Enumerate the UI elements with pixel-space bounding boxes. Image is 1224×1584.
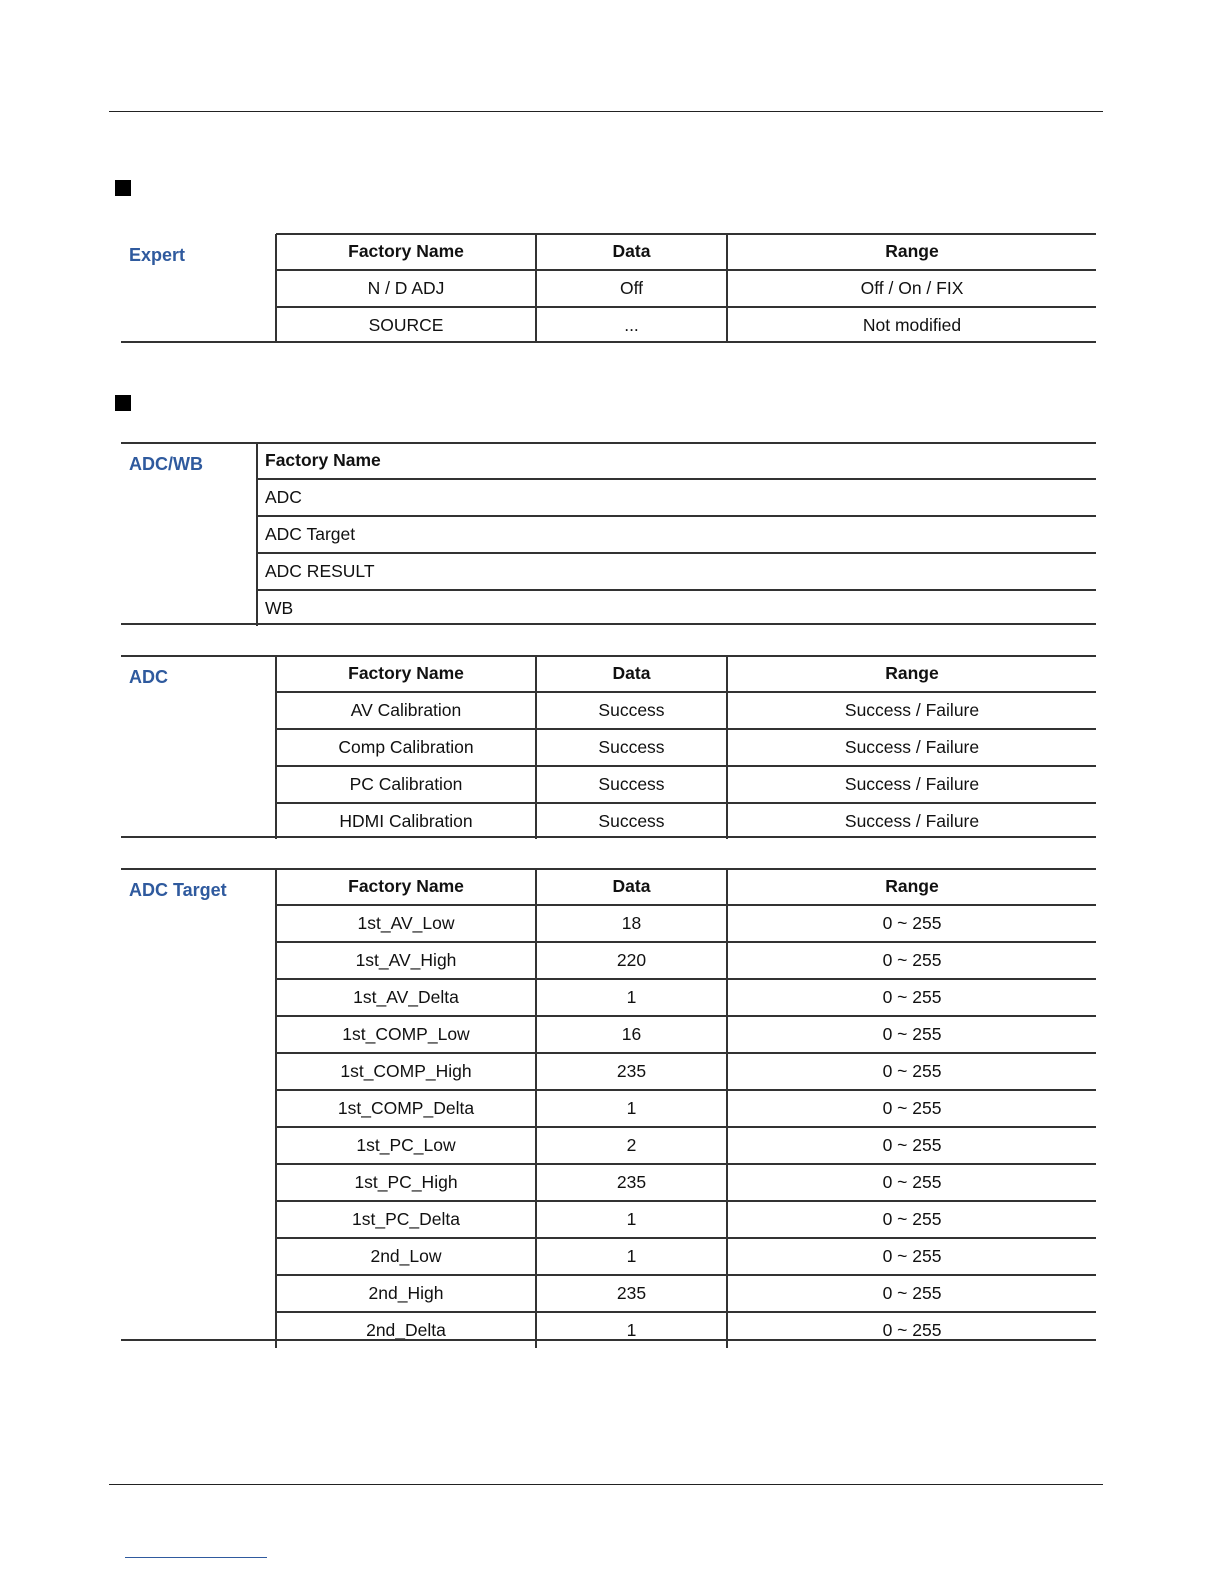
range-cell: 0 ~ 255 — [727, 1016, 1096, 1053]
range-cell: 0 ~ 255 — [727, 1238, 1096, 1275]
factory-name-cell: 1st_COMP_Low — [276, 1016, 536, 1053]
footer-rule — [109, 1484, 1103, 1485]
table-row — [276, 1090, 1096, 1127]
column-header: Data — [536, 869, 727, 905]
table-row — [276, 729, 1096, 766]
data-cell: 235 — [536, 1053, 727, 1090]
range-cell: 0 ~ 255 — [727, 1127, 1096, 1164]
footer-link-underline — [125, 1557, 267, 1558]
range-cell: 0 ~ 255 — [727, 1312, 1096, 1348]
bottom-rule — [121, 623, 1096, 625]
range-cell: 0 ~ 255 — [727, 905, 1096, 942]
section-bullet — [115, 395, 131, 411]
data-cell: ... — [536, 307, 727, 343]
adc-target-label: ADC Target — [129, 880, 227, 900]
table-row — [276, 1275, 1096, 1312]
range-cell: Success / Failure — [727, 766, 1096, 803]
table-row — [257, 590, 1096, 626]
table-row — [257, 553, 1096, 590]
factory-name-cell: 2nd_High — [276, 1275, 536, 1312]
range-cell: Off / On / FIX — [727, 270, 1096, 307]
menu-item-cell: ADC — [257, 479, 1096, 516]
factory-name-cell: PC Calibration — [276, 766, 536, 803]
adcwb-table — [256, 443, 1096, 626]
table-row — [276, 766, 1096, 803]
column-header: Factory Name — [276, 656, 536, 692]
data-cell: Off — [536, 270, 727, 307]
column-header: Factory Name — [257, 443, 1096, 479]
table-header-row — [276, 869, 1096, 905]
range-cell: Success / Failure — [727, 692, 1096, 729]
factory-name-cell: 1st_COMP_High — [276, 1053, 536, 1090]
column-header: Range — [727, 656, 1096, 692]
range-cell: 0 ~ 255 — [727, 1275, 1096, 1312]
table-row — [276, 1164, 1096, 1201]
expert-table — [275, 234, 1096, 343]
adc-block — [121, 655, 1096, 838]
factory-name-cell: 1st_PC_Low — [276, 1127, 536, 1164]
table-row — [276, 1127, 1096, 1164]
data-cell: Success — [536, 692, 727, 729]
table-row — [276, 1053, 1096, 1090]
column-header: Range — [727, 234, 1096, 270]
range-cell: 0 ~ 255 — [727, 942, 1096, 979]
data-cell: 220 — [536, 942, 727, 979]
factory-name-cell: Comp Calibration — [276, 729, 536, 766]
table-row — [276, 1201, 1096, 1238]
range-cell: Success / Failure — [727, 803, 1096, 839]
adcwb-block — [121, 442, 1096, 625]
range-cell: Not modified — [727, 307, 1096, 343]
adc-label: ADC — [129, 667, 168, 687]
factory-name-cell: HDMI Calibration — [276, 803, 536, 839]
bottom-rule — [121, 836, 1096, 838]
data-cell: 1 — [536, 1090, 727, 1127]
table-header-row — [276, 656, 1096, 692]
factory-name-cell: 1st_PC_Delta — [276, 1201, 536, 1238]
table-row — [276, 905, 1096, 942]
table-header-row — [276, 234, 1096, 270]
table-row — [276, 1238, 1096, 1275]
adc-target-table — [275, 869, 1096, 1348]
factory-name-cell: 1st_COMP_Delta — [276, 1090, 536, 1127]
factory-name-cell: AV Calibration — [276, 692, 536, 729]
menu-item-cell: ADC RESULT — [257, 553, 1096, 590]
data-cell: 16 — [536, 1016, 727, 1053]
factory-name-cell: 2nd_Delta — [276, 1312, 536, 1348]
table-row — [257, 516, 1096, 553]
range-cell: 0 ~ 255 — [727, 1164, 1096, 1201]
expert-label: Expert — [129, 245, 186, 265]
range-cell: Success / Failure — [727, 729, 1096, 766]
data-cell: 1 — [536, 1201, 727, 1238]
column-header: Factory Name — [276, 234, 536, 270]
table-row — [276, 979, 1096, 1016]
column-header: Range — [727, 869, 1096, 905]
adc-table — [275, 656, 1096, 839]
data-cell: Success — [536, 803, 727, 839]
range-cell: 0 ~ 255 — [727, 979, 1096, 1016]
column-header: Factory Name — [276, 869, 536, 905]
data-cell: 18 — [536, 905, 727, 942]
factory-name-cell: 2nd_Low — [276, 1238, 536, 1275]
range-cell: 0 ~ 255 — [727, 1053, 1096, 1090]
data-cell: 235 — [536, 1275, 727, 1312]
menu-item-cell: ADC Target — [257, 516, 1096, 553]
factory-name-cell: 1st_AV_High — [276, 942, 536, 979]
bottom-rule — [121, 341, 1096, 343]
adcwb-label: ADC/WB — [129, 454, 203, 474]
factory-name-cell: N / D ADJ — [276, 270, 536, 307]
table-row — [276, 1016, 1096, 1053]
menu-item-cell: WB — [257, 590, 1096, 626]
data-cell: 1 — [536, 979, 727, 1016]
data-cell: 1 — [536, 1312, 727, 1348]
table-row — [276, 307, 1096, 343]
adc-target-block — [121, 868, 1096, 1341]
table-row — [276, 1312, 1096, 1348]
table-row — [276, 803, 1096, 839]
expert-block — [121, 233, 1096, 343]
factory-name-cell: 1st_AV_Low — [276, 905, 536, 942]
section-bullet — [115, 180, 131, 196]
column-header: Data — [536, 234, 727, 270]
data-cell: Success — [536, 766, 727, 803]
data-cell: 2 — [536, 1127, 727, 1164]
data-cell: Success — [536, 729, 727, 766]
factory-name-cell: SOURCE — [276, 307, 536, 343]
table-row — [257, 479, 1096, 516]
table-row — [276, 942, 1096, 979]
range-cell: 0 ~ 255 — [727, 1201, 1096, 1238]
bottom-rule — [121, 1339, 1096, 1341]
factory-name-cell: 1st_AV_Delta — [276, 979, 536, 1016]
table-row — [276, 692, 1096, 729]
header-rule — [109, 111, 1103, 112]
column-header: Data — [536, 656, 727, 692]
table-row — [276, 270, 1096, 307]
table-header-row — [257, 443, 1096, 479]
data-cell: 235 — [536, 1164, 727, 1201]
factory-name-cell: 1st_PC_High — [276, 1164, 536, 1201]
data-cell: 1 — [536, 1238, 727, 1275]
range-cell: 0 ~ 255 — [727, 1090, 1096, 1127]
